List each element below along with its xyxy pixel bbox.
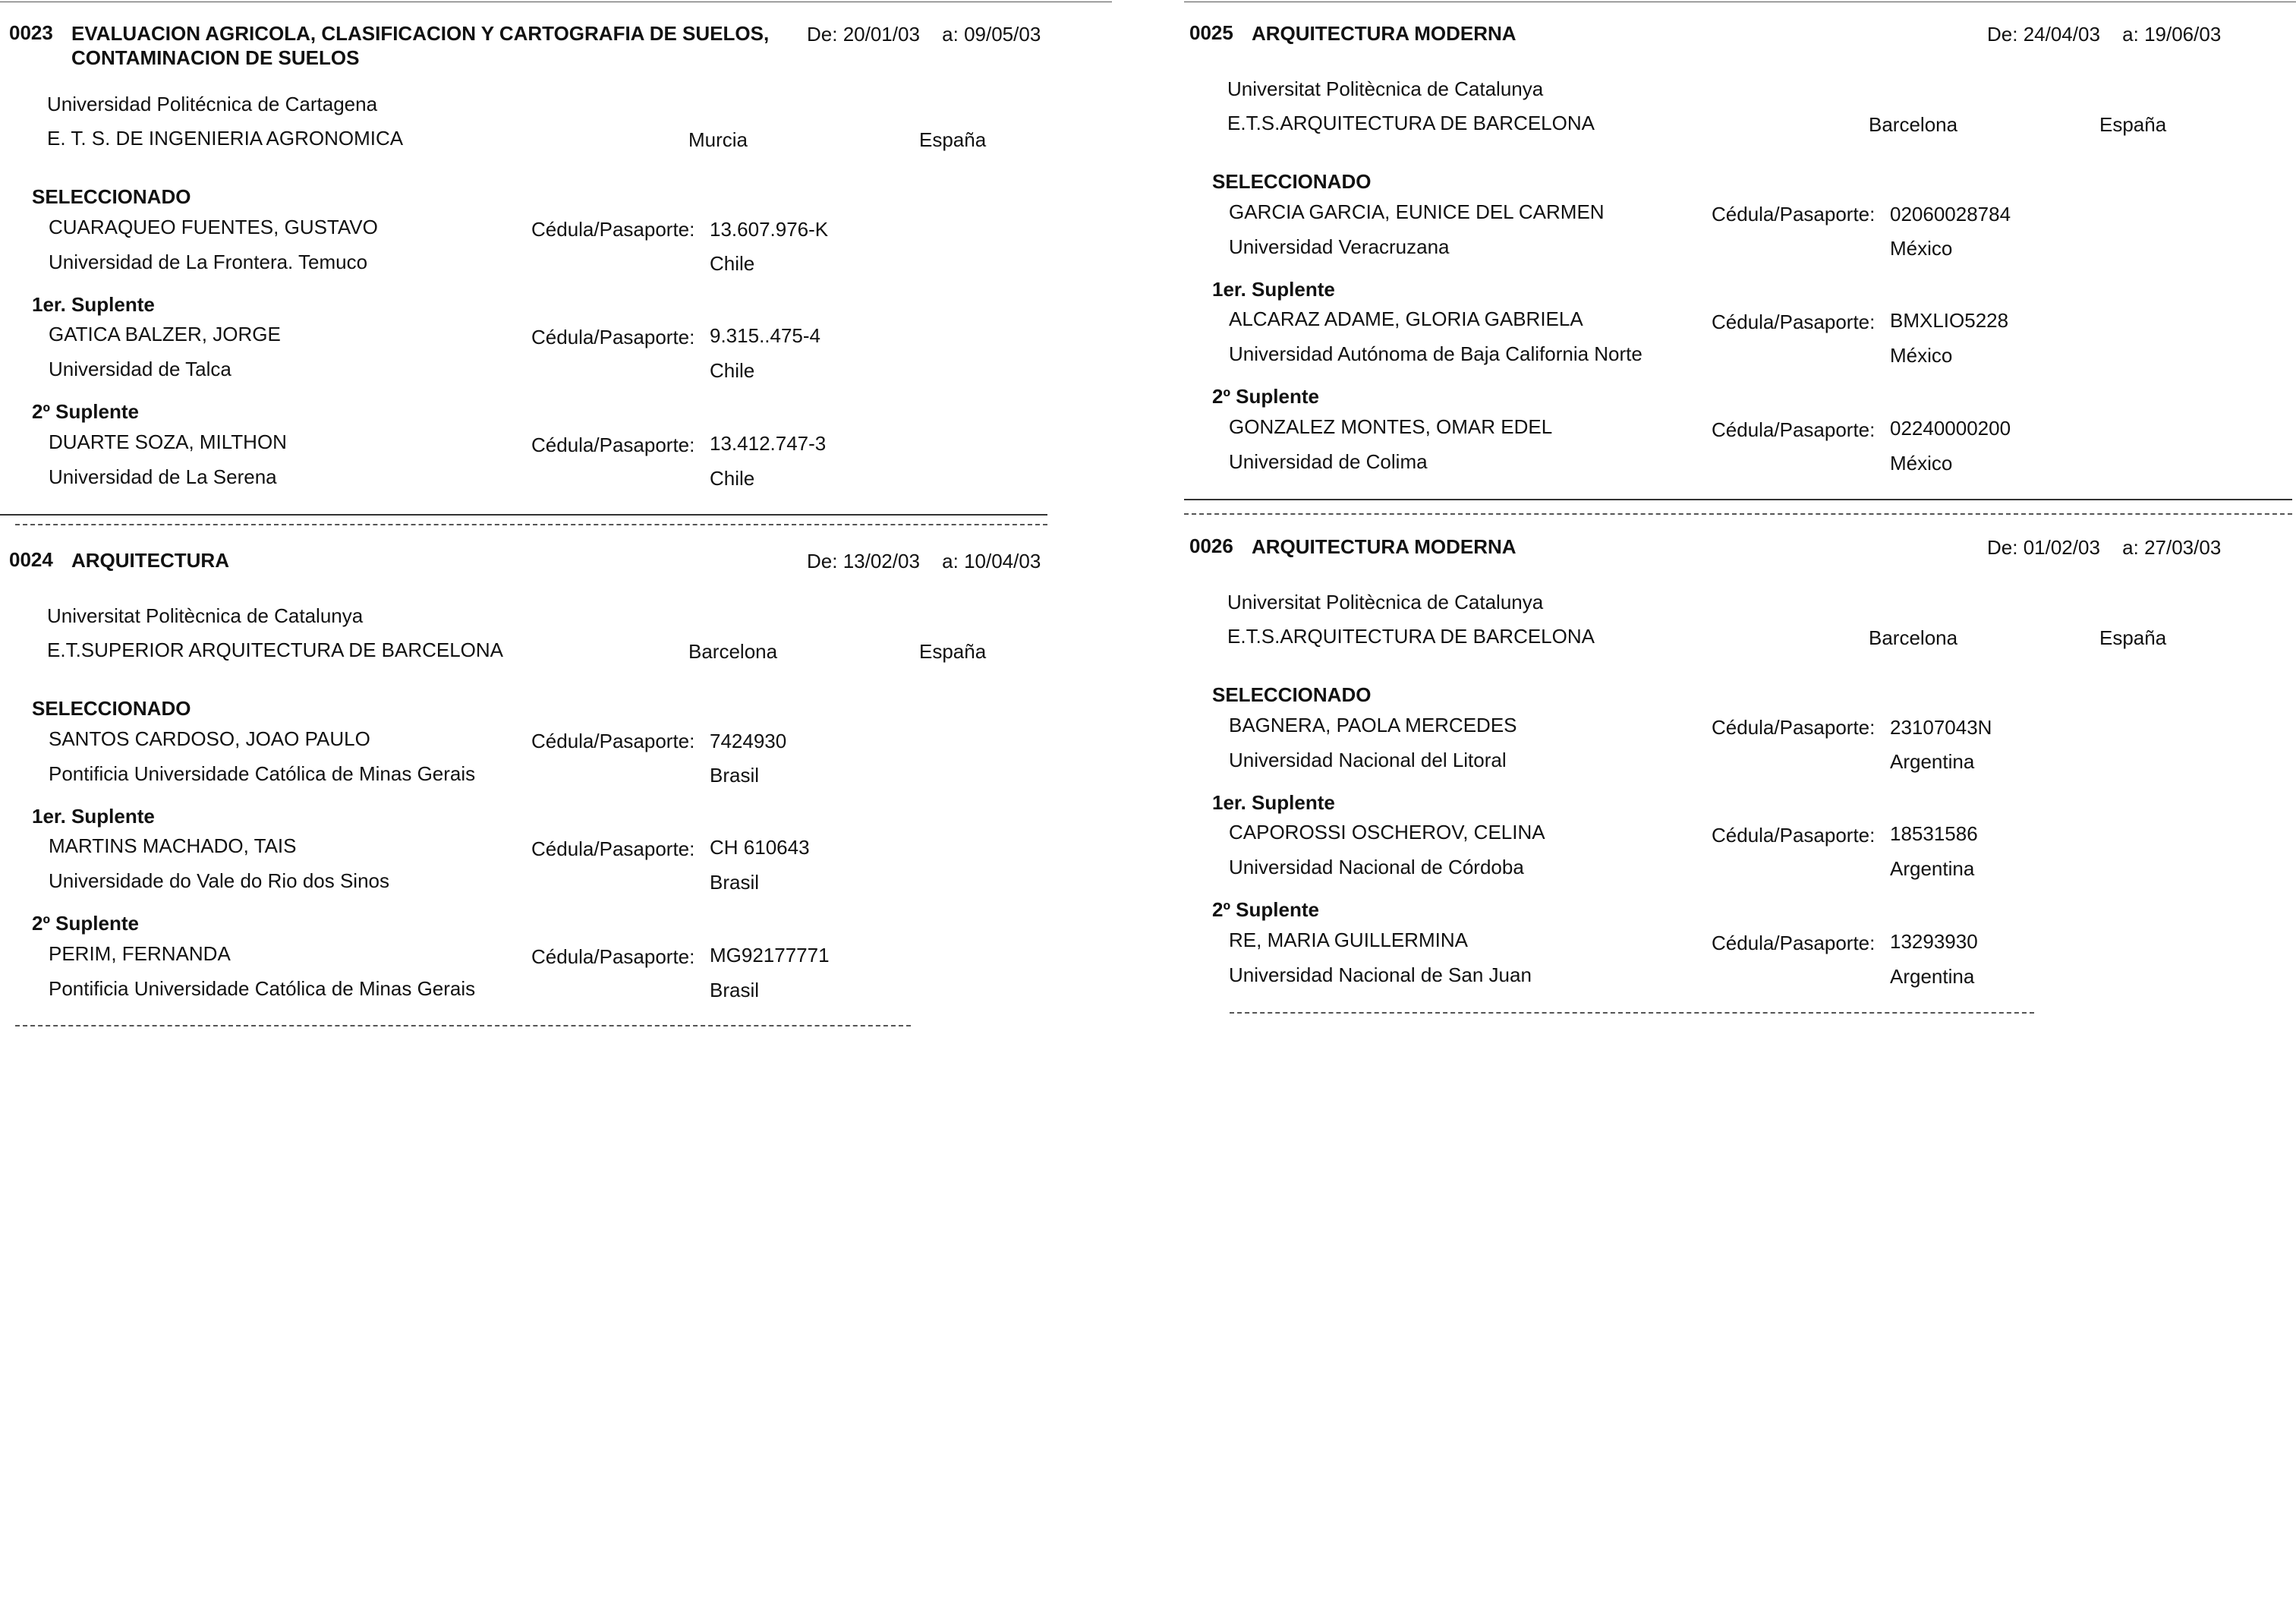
cedula-label: Cédula/Pasaporte: xyxy=(1712,311,1876,333)
candidate-name: GATICA BALZER, JORGE xyxy=(49,323,281,345)
candidate-country: Chile xyxy=(710,252,755,275)
candidate-institution: Pontificia Universidade Católica de Minas Gerais xyxy=(49,762,476,785)
candidate-role: 1er. Suplente xyxy=(32,293,155,316)
candidate-id: BMXLIO5228 xyxy=(1890,309,2009,332)
date-to: 09/05/03 xyxy=(964,23,1041,46)
host-university: Universitat Politècnica de Catalunya xyxy=(1227,77,1544,100)
candidate-id: 13.412.747-3 xyxy=(710,432,827,455)
course-code: 0025 xyxy=(1189,21,1233,44)
record-card-0024 xyxy=(8,545,1085,1031)
host-university: Universitat Politècnica de Catalunya xyxy=(1227,591,1544,613)
course-code: 0024 xyxy=(9,548,53,571)
cedula-label: Cédula/Pasaporte: xyxy=(531,326,695,348)
date-from: 20/01/03 xyxy=(842,23,920,46)
date-to-label: a: xyxy=(2122,536,2139,559)
candidate-role: SELECCIONADO xyxy=(32,697,191,720)
candidate-country: Argentina xyxy=(1890,750,1975,773)
cedula-label: Cédula/Pasaporte: xyxy=(531,837,695,860)
cedula-label: Cédula/Pasaporte: xyxy=(531,218,695,241)
candidate-country: Brasil xyxy=(710,764,760,787)
candidate-id: 23107043N xyxy=(1890,716,1992,739)
candidate-name: CUARAQUEO FUENTES, GUSTAVO xyxy=(49,216,378,238)
host-school: E.T.SUPERIOR ARQUITECTURA DE BARCELONA xyxy=(47,639,504,661)
candidate-institution: Universidad de La Frontera. Temuco xyxy=(49,251,368,273)
candidate-country: Brasil xyxy=(710,871,760,894)
candidate-institution: Universidade do Vale do Rio dos Sinos xyxy=(49,869,390,892)
separator-rule-right-dashed xyxy=(1184,513,2292,515)
candidate-id: MG92177771 xyxy=(710,944,830,967)
candidate-country: Argentina xyxy=(1890,857,1975,880)
host-city: Murcia xyxy=(688,128,748,151)
candidate-role: 2º Suplente xyxy=(32,400,139,423)
host-city: Barcelona xyxy=(688,640,778,663)
record-card-0023 xyxy=(8,18,1085,504)
candidate-role: SELECCIONADO xyxy=(1212,170,1372,193)
candidate-name: GONZALEZ MONTES, OMAR EDEL xyxy=(1229,415,1553,438)
candidate-id: 02060028784 xyxy=(1890,203,2011,225)
course-title: ARQUITECTURA MODERNA xyxy=(1252,535,1516,558)
candidate-name: MARTINS MACHADO, TAIS xyxy=(49,834,297,857)
date-to: 27/03/03 xyxy=(2144,536,2222,559)
date-from-label: De: xyxy=(807,23,838,46)
host-country: España xyxy=(2099,626,2167,649)
cedula-label: Cédula/Pasaporte: xyxy=(1712,716,1876,739)
date-from-label: De: xyxy=(1987,536,2018,559)
candidate-country: México xyxy=(1890,237,1953,260)
candidate-institution: Universidad Nacional de San Juan xyxy=(1229,963,1532,986)
candidate-country: Chile xyxy=(710,359,755,382)
host-country: España xyxy=(919,128,987,151)
course-title: ARQUITECTURA xyxy=(71,549,229,572)
candidate-name: PERIM, FERNANDA xyxy=(49,942,231,965)
candidate-institution: Universidad Nacional de Córdoba xyxy=(1229,856,1524,878)
candidate-name: CAPOROSSI OSCHEROV, CELINA xyxy=(1229,821,1545,844)
candidate-name: RE, MARIA GUILLERMINA xyxy=(1229,929,1468,951)
host-school: E. T. S. DE INGENIERIA AGRONOMICA xyxy=(47,127,404,150)
candidate-role: 2º Suplente xyxy=(32,912,139,935)
candidate-role: 1er. Suplente xyxy=(32,805,155,828)
cedula-label: Cédula/Pasaporte: xyxy=(1712,418,1876,441)
candidate-id: 18531586 xyxy=(1890,822,1978,845)
candidate-role: 1er. Suplente xyxy=(1212,278,1335,301)
cedula-label: Cédula/Pasaporte: xyxy=(1712,932,1876,954)
course-code: 0023 xyxy=(9,21,53,44)
candidate-name: GARCIA GARCIA, EUNICE DEL CARMEN xyxy=(1229,200,1605,223)
cedula-label: Cédula/Pasaporte: xyxy=(531,730,695,752)
date-range xyxy=(1987,536,2221,559)
course-title: EVALUACION AGRICOLA, CLASIFICACION Y CARTOGRAFIA DE SUELOS, CONTAMINACION DE SUELOS xyxy=(71,22,770,69)
date-to: 10/04/03 xyxy=(964,550,1041,572)
candidate-id: CH 610643 xyxy=(710,836,810,859)
course-code: 0026 xyxy=(1189,535,1233,557)
candidate-institution: Pontificia Universidade Católica de Minas Gerais xyxy=(49,977,476,1000)
candidate-country: Chile xyxy=(710,467,755,490)
date-from: 24/04/03 xyxy=(2023,23,2100,46)
candidate-name: SANTOS CARDOSO, JOAO PAULO xyxy=(49,727,370,750)
candidate-country: México xyxy=(1890,344,1953,367)
candidate-country: México xyxy=(1890,452,1953,475)
separator-rule-left-dashed xyxy=(15,524,1047,525)
record-card-0026 xyxy=(1188,531,2266,1017)
course-title: ARQUITECTURA MODERNA xyxy=(1252,22,1516,45)
date-to-label: a: xyxy=(942,550,959,572)
cedula-label: Cédula/Pasaporte: xyxy=(531,945,695,968)
date-from-label: De: xyxy=(807,550,838,572)
candidate-id: 9.315..475-4 xyxy=(710,324,821,347)
candidate-institution: Universidad Veracruzana xyxy=(1229,235,1450,258)
date-range xyxy=(807,23,1041,46)
candidate-id: 7424930 xyxy=(710,730,787,752)
host-university: Universidad Politécnica de Cartagena xyxy=(47,93,378,115)
host-university: Universitat Politècnica de Catalunya xyxy=(47,604,364,627)
cedula-label: Cédula/Pasaporte: xyxy=(1712,203,1876,225)
candidate-id: 02240000200 xyxy=(1890,417,2011,440)
date-from-label: De: xyxy=(1987,23,2018,46)
candidate-role: 2º Suplente xyxy=(1212,898,1319,921)
candidate-country: Argentina xyxy=(1890,965,1975,988)
separator-rule-left xyxy=(0,514,1047,516)
date-from: 13/02/03 xyxy=(842,550,920,572)
host-country: España xyxy=(919,640,987,663)
candidate-name: ALCARAZ ADAME, GLORIA GABRIELA xyxy=(1229,307,1583,330)
host-school: E.T.S.ARQUITECTURA DE BARCELONA xyxy=(1227,625,1595,648)
candidate-role: SELECCIONADO xyxy=(32,185,191,208)
candidate-institution: Universidad Autónoma de Baja California Norte xyxy=(1229,342,1642,365)
candidate-id: 13293930 xyxy=(1890,930,1978,953)
date-to: 19/06/03 xyxy=(2144,23,2222,46)
host-city: Barcelona xyxy=(1869,113,1958,136)
cedula-label: Cédula/Pasaporte: xyxy=(1712,824,1876,847)
candidate-id: 13.607.976-K xyxy=(710,218,829,241)
host-city: Barcelona xyxy=(1869,626,1958,649)
date-range xyxy=(1987,23,2221,46)
cedula-label: Cédula/Pasaporte: xyxy=(531,434,695,456)
candidate-role: SELECCIONADO xyxy=(1212,683,1372,706)
candidate-name: BAGNERA, PAOLA MERCEDES xyxy=(1229,714,1517,736)
host-school: E.T.S.ARQUITECTURA DE BARCELONA xyxy=(1227,112,1595,134)
candidate-role: 2º Suplente xyxy=(1212,385,1319,408)
candidate-name: DUARTE SOZA, MILTHON xyxy=(49,430,287,453)
date-from: 01/02/03 xyxy=(2023,536,2100,559)
date-range xyxy=(807,550,1041,572)
candidate-country: Brasil xyxy=(710,979,760,1001)
candidate-institution: Universidad de La Serena xyxy=(49,465,277,488)
candidate-institution: Universidad Nacional del Litoral xyxy=(1229,749,1507,771)
record-card-0025 xyxy=(1188,18,2266,504)
host-country: España xyxy=(2099,113,2167,136)
candidate-institution: Universidad de Talca xyxy=(49,358,231,380)
date-to-label: a: xyxy=(942,23,959,46)
date-to-label: a: xyxy=(2122,23,2139,46)
candidate-role: 1er. Suplente xyxy=(1212,791,1335,814)
candidate-institution: Universidad de Colima xyxy=(1229,450,1428,473)
